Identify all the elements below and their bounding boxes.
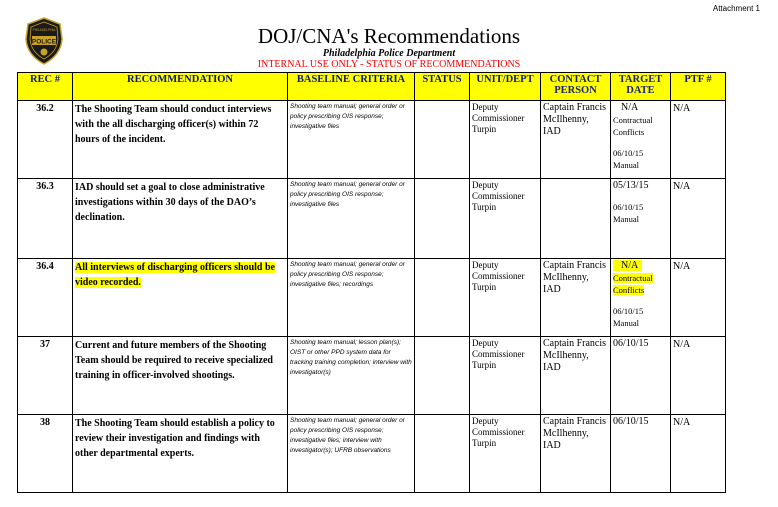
ptf-number: N/A [671,101,726,179]
col-header-target: TARGET DATE [611,73,671,101]
ptf-number: N/A [671,259,726,337]
target-note: Contractual Conflicts [613,273,653,295]
target-date [611,337,671,415]
table-row [18,415,726,493]
baseline-criteria: Shooting team manual; lesson plan(s); OIST or other PPD system data for tracking training completion; interview with investigator(s) [288,337,415,415]
manual-date: 06/10/15 [613,202,644,212]
unit-dept: Deputy Commissioner Turpin [470,337,541,415]
manual-label: Manual [613,318,639,328]
unit-dept: Deputy Commissioner Turpin [470,259,541,337]
recommendation-text: IAD should set a goal to close administrative investigations within 30 days of the DAO’s declination. [73,179,288,259]
recommendation-text: The Shooting Team should establish a policy to review their investigation and findings with other departmental experts. [73,415,288,493]
target-value: 05/13/15 [613,180,649,191]
rec-number: 36.2 [18,101,73,179]
rec-number: 38 [18,415,73,493]
target-date [611,415,671,493]
contact-person: Captain Francis McIlhenny, IAD [541,101,611,179]
status-cell [415,101,470,179]
manual-label: Manual [613,214,639,224]
rec-number: 37 [18,337,73,415]
ptf-number: N/A [671,179,726,259]
target-value: 06/10/15 [613,416,649,427]
baseline-criteria: Shooting team manual; general order or policy prescribing OIS response; investigative files [288,179,415,259]
status-cell [415,259,470,337]
recommendation-text: The Shooting Team should conduct interviews with the all discharging officer(s) within 72 hours of the incident. [73,101,288,179]
col-header-unit: UNIT/DEPT [470,73,541,101]
col-header-rec: REC # [18,73,73,101]
col-header-status: STATUS [415,73,470,101]
manual-date: 06/10/15 [613,148,644,158]
svg-text:POLICE: POLICE [31,38,57,46]
ptf-number: N/A [671,337,726,415]
attachment-label: Attachment 1 [712,4,760,13]
manual-label: Manual [613,160,639,170]
target-value: 06/10/15 [613,338,649,349]
target-value: N/A [621,102,639,113]
unit-dept: Deputy Commissioner Turpin [470,415,541,493]
unit-dept: Deputy Commissioner Turpin [470,101,541,179]
baseline-criteria: Shooting team manual; general order or policy prescribing OIS response; investigative files; interview with investigator(s); UFRB observations [288,415,415,493]
contact-person [541,179,611,259]
target-note: Contractual Conflicts [613,115,653,137]
target-date [611,179,671,259]
col-header-baseline: BASELINE CRITERIA [288,73,415,101]
target-date [611,101,671,179]
col-header-contact: CONTACT PERSON [541,73,611,101]
svg-text:PHILADELPHIA: PHILADELPHIA [32,28,56,32]
col-header-ptf: PTF # [671,73,726,101]
status-cell [415,179,470,259]
table-row [18,101,726,179]
table-row [18,179,726,259]
table-row [18,337,726,415]
baseline-criteria: Shooting team manual; general order or policy prescribing OIS response; investigative files; recordings [288,259,415,337]
target-value: N/A [613,260,642,271]
status-cell [415,337,470,415]
highlighted-recommendation: All interviews of discharging officers should be video recorded. [75,262,275,288]
recommendation-text: Current and future members of the Shooting Team should be required to receive specialized training in officer-involved shootings. [73,337,288,415]
department-name: Philadelphia Police Department [322,48,456,59]
contact-person: Captain Francis McIlhenny, IAD [541,259,611,337]
page-title: DOJ/CNA's Recommendations [257,24,521,48]
recommendations-table [17,72,726,493]
status-cell [415,415,470,493]
contact-person: Captain Francis McIlhenny, IAD [541,415,611,493]
manual-date: 06/10/15 [613,306,644,316]
target-date [611,259,671,337]
rec-number: 36.3 [18,179,73,259]
internal-use-note: INTERNAL USE ONLY - STATUS OF RECOMMENDATIONS [257,59,521,70]
contact-person: Captain Francis McIlhenny, IAD [541,337,611,415]
baseline-criteria: Shooting team manual; general order or policy prescribing OIS response; investigative files [288,101,415,179]
col-header-recommendation: RECOMMENDATION [73,73,288,101]
table-row [18,259,726,337]
rec-number: 36.4 [18,259,73,337]
unit-dept: Deputy Commissioner Turpin [470,179,541,259]
ptf-number: N/A [671,415,726,493]
recommendation-text [73,259,288,337]
